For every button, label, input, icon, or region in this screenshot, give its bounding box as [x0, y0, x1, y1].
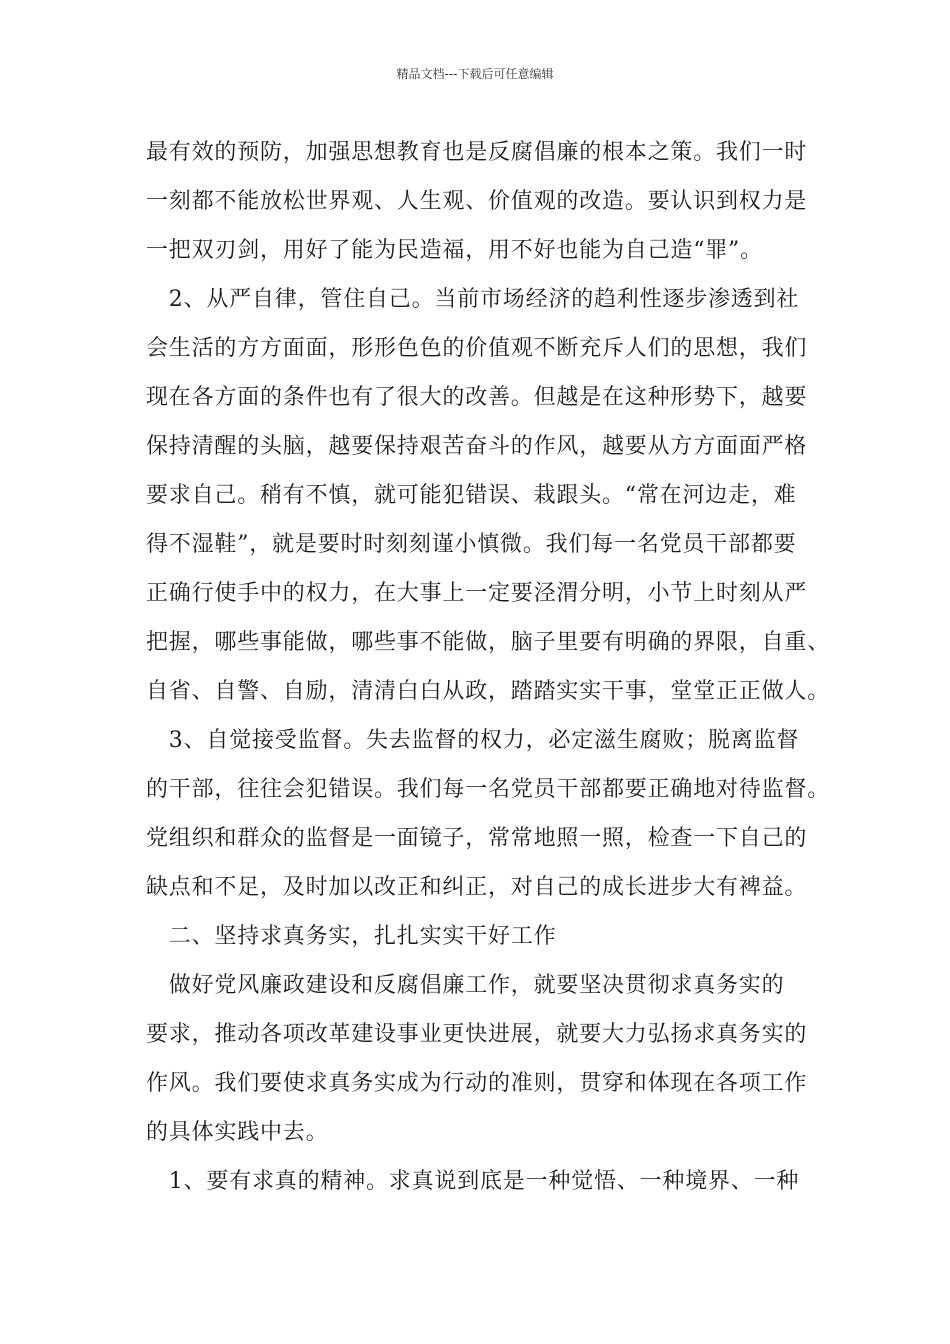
- text-line: 要求，推动各项改革建设事业更快进展，就要大力弘扬求真务实的: [146, 1022, 808, 1047]
- text-line: 3、自觉接受监督。失去监督的权力，必定滋生腐败；脱离监督: [146, 728, 800, 753]
- text-line: 党组织和群众的监督是一面镜子，常常地照一照，检查一下自己的: [146, 826, 808, 851]
- section-heading: 二、坚持求真务实，扎扎实实干好工作: [146, 924, 557, 949]
- text-line: 正确行使手中的权力，在大事上一定要泾渭分明，小节上时刻从严: [146, 581, 808, 606]
- text-line: 做好党风廉政建设和反腐倡廉工作，就要坚决贯彻求真务实的: [146, 973, 785, 998]
- text-line: 2、从严自律，管住自己。当前市场经济的趋利性逐步渗透到社: [146, 287, 800, 312]
- text-line: 要求自己。稍有不慎，就可能犯错误、栽跟头。“常在河边走，难: [146, 483, 797, 508]
- text-line: 1、要有求真的精神。求真说到底是一种觉悟、一种境界、一种: [146, 1169, 800, 1194]
- text-line: 得不湿鞋”，就是要时时刻刻谨小慎微。我们每一名党员干部都要: [146, 532, 797, 557]
- text-line: 最有效的预防，加强思想教育也是反腐倡廉的根本之策。我们一时: [146, 140, 808, 165]
- text-line: 自省、自警、自励，清清白白从政，踏踏实实干事，堂堂正正做人。: [146, 679, 831, 704]
- text-line: 保持清醒的头脑，越要保持艰苦奋斗的作风，越要从方方面面严格: [146, 434, 808, 459]
- text-line: 现在各方面的条件也有了很大的改善。但越是在这种形势下，越要: [146, 385, 808, 410]
- text-line: 把握，哪些事能做，哪些事不能做，脑子里要有明确的界限，自重、: [146, 630, 831, 655]
- text-line: 缺点和不足，及时加以改正和纠正，对自己的成长进步大有裨益。: [146, 875, 808, 900]
- text-line: 一刻都不能放松世界观、人生观、价值观的改造。要认识到权力是: [146, 189, 808, 214]
- text-line: 的干部，往往会犯错误。我们每一名党员干部都要正确地对待监督。: [146, 777, 831, 802]
- document-body: [146, 128, 831, 1206]
- page-header: 精品文档---下载后可任意编辑: [396, 67, 554, 81]
- text-line: 一把双刃剑，用好了能为民造福，用不好也能为自己造“罪”。: [146, 238, 763, 263]
- text-line: 作风。我们要使求真务实成为行动的准则，贯穿和体现在各项工作: [146, 1071, 808, 1096]
- text-line: 会生活的方方面面，形形色色的价值观不断充斥人们的思想，我们: [146, 336, 808, 361]
- text-line: 的具体实践中去。: [146, 1120, 329, 1145]
